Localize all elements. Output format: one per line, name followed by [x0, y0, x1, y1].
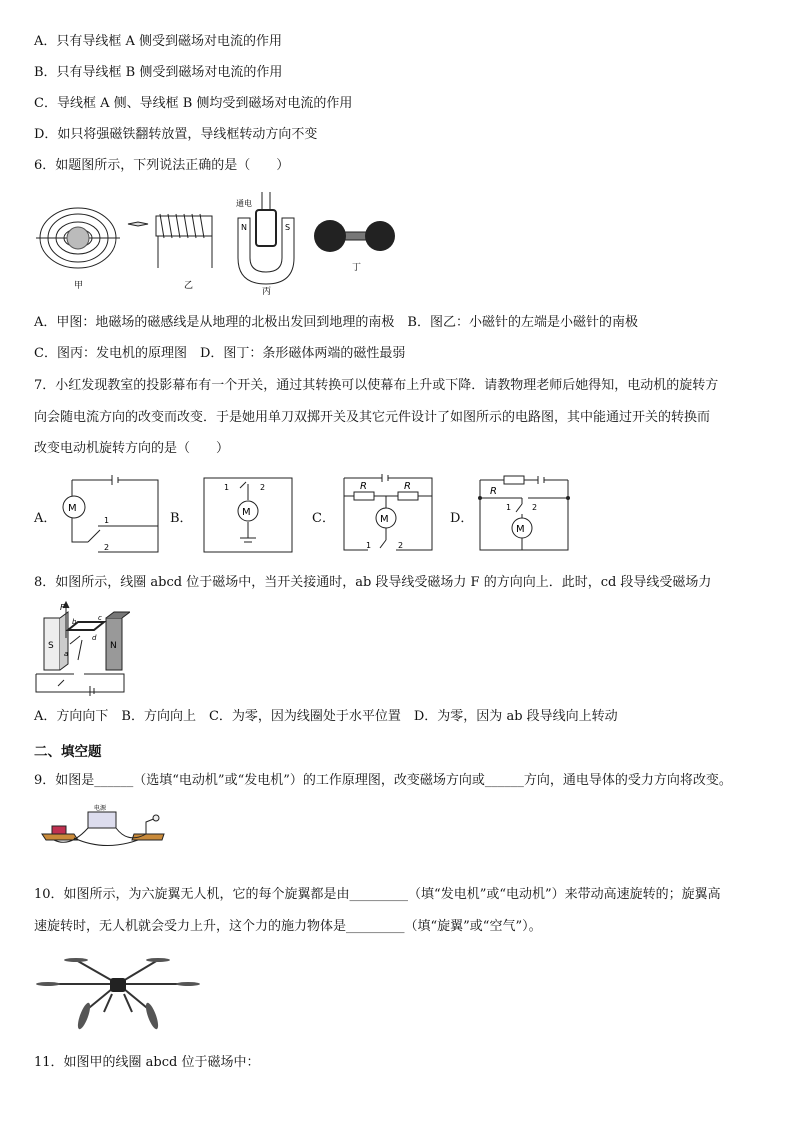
- circuit-c: [340, 474, 436, 554]
- q6-options-line2: C．图丙：发电机的原理图 D．图丁：条形磁体两端的磁性最弱: [34, 346, 406, 361]
- bar-magnet-filings-diagram: [314, 220, 395, 252]
- q8-options: A．方向向下 B．方向向上 C．为零，因为线圈处于水平位置 D．为零，因为 ab 段导线向上转动: [34, 709, 618, 724]
- circuit-d: [476, 470, 572, 554]
- motor-label: M: [516, 524, 525, 535]
- section-title-fill-in: 二、填空题: [34, 744, 102, 760]
- fig-n-label: N: [241, 223, 247, 232]
- q8-stem: 8．如图所示，线圈 abcd 位于磁场中，当开关接通时，ab 段导线受磁场力 F 的方向向上．此时，cd 段导线受磁场力: [34, 575, 712, 590]
- q5-option-a: A．只有导线框 A 侧受到磁场对电流的作用: [34, 34, 283, 49]
- switch-pos-1: 1: [224, 483, 230, 492]
- circuit-b: [202, 476, 296, 556]
- q5-option-b: B．只有导线框 B 侧受到磁场对电流的作用: [34, 65, 283, 80]
- resistor-label: R: [490, 486, 497, 497]
- fig-label-jia: 甲: [74, 281, 84, 291]
- q7-choice-d: D．: [450, 511, 474, 526]
- resistor-label: R: [404, 481, 411, 492]
- circuit-a: [62, 472, 166, 560]
- q7-choice-a: A．: [34, 511, 57, 526]
- south-pole-label: S: [48, 641, 54, 651]
- q7-stem-line2: 向会随电流方向的改变而改变．于是她用单刀双掷开关及其它元件设计了如图所示的电路图，其中能通过开关的转换而: [34, 410, 711, 425]
- switch-pos-1: 1: [506, 503, 512, 512]
- earth-magnetic-field-diagram: [36, 208, 120, 268]
- motor-label: M: [68, 503, 77, 514]
- motor-label: M: [242, 507, 251, 518]
- coil-a-label: a: [64, 650, 69, 658]
- motor-label: M: [380, 514, 389, 525]
- switch-pos-1: 1: [104, 516, 110, 525]
- q6-stem: 6．如题图所示，下列说法正确的是（ ）: [34, 158, 290, 173]
- q6-options-line1: A．甲图：地磁场的磁感线是从地理的北极出发回到地理的南极 B．图乙：小磁针的左端是小磁针的南极: [34, 315, 638, 330]
- q5-option-c: C．导线框 A 侧、导线框 B 侧均受到磁场对电流的作用: [34, 96, 353, 111]
- q10-stem-line1: 10．如图所示，为六旋翼无人机，它的每个旋翼都是由_________（填“发电机”或“电动机”）来带动高速旋转的；旋翼高: [34, 887, 721, 902]
- fig-s-label: S: [285, 223, 291, 232]
- fig-label-ding: 丁: [352, 263, 362, 273]
- resistor-label: R: [360, 481, 367, 492]
- switch-pos-2: 2: [260, 483, 266, 492]
- q10-stem-line2: 速旋转时，无人机就会受力上升，这个力的施力物体是_________（填“旋翼”或“空气”）。: [34, 919, 542, 934]
- fig-label-bing: 丙: [262, 287, 272, 297]
- q9-figure: [34, 804, 168, 856]
- q7-stem-line3: 改变电动机旋转方向的是（ ）: [34, 441, 230, 456]
- q8-figure: [34, 600, 130, 696]
- coil-b-label: b: [72, 618, 77, 626]
- fig-label-yi: 乙: [184, 281, 194, 291]
- q9-stem: 9．如图是______（选填“电动机”或“发电机”）的工作原理图，改变磁场方向或______方向，通电导体的受力方向将改变。: [34, 773, 732, 788]
- switch-pos-2: 2: [398, 541, 404, 550]
- switch-pos-2: 2: [104, 543, 110, 552]
- q6-figure: [34, 188, 414, 300]
- switch-pos-1: 1: [366, 541, 372, 550]
- q10-drone-image: [34, 950, 202, 1036]
- q7-choice-b: B．: [170, 511, 193, 526]
- solenoid-diagram: [128, 214, 212, 268]
- q7-choice-c: C．: [312, 511, 335, 526]
- q7-stem-line1: 7．小红发现教室的投影幕布有一个开关，通过其转换可以使幕布上升或下降．请教物理老师后她得知，电动机的旋转方: [34, 378, 719, 393]
- fig-label-tongdian: 通电: [236, 199, 252, 208]
- north-pole-label: N: [110, 641, 117, 651]
- coil-c-label: c: [98, 614, 102, 622]
- force-f-label: F: [60, 603, 65, 612]
- power-supply-label: 电源: [94, 805, 107, 812]
- switch-pos-2: 2: [532, 503, 538, 512]
- coil-d-label: d: [92, 634, 97, 642]
- q11-stem: 11．如图甲的线圈 abcd 位于磁场中：: [34, 1055, 260, 1070]
- q5-option-d: D．如只将强磁铁翻转放置，导线框转动方向不变: [34, 127, 318, 142]
